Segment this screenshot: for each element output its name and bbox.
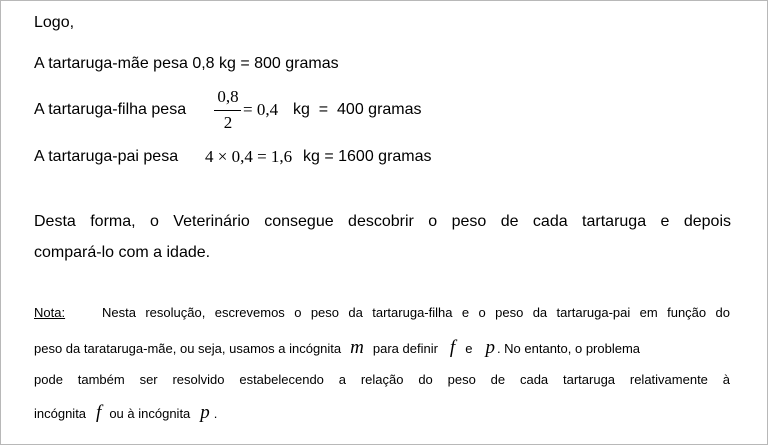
pai-equation: 4 × 0,4 = 1,6: [205, 147, 293, 166]
pai-weight-suffix: kg = 1600 gramas: [303, 148, 432, 165]
note-line-2-d: . No entanto, o problema: [496, 341, 641, 356]
note-line-3-text: pode também ser resolvido estabelecendo a relação do peso de cada tartaruga relativamente à: [34, 372, 730, 387]
filha-weight-suffix: kg = 400 gramas: [293, 101, 422, 118]
note-line-4-a: incógnita: [34, 406, 87, 421]
note-line-4-b: ou à incógnita: [109, 406, 191, 421]
note-line-2-b: para definir: [372, 341, 438, 356]
fraction-bar: [214, 110, 241, 111]
filha-equation-result: = 0,4: [243, 100, 279, 119]
note-label: Nota:: [34, 305, 66, 320]
variable-f-2: f: [96, 402, 102, 423]
note-line-2: [34, 339, 730, 358]
variable-p-2: p: [200, 402, 210, 423]
note-line-2-a: peso da tarataruga-mãe, ou seja, usamos a incógnita: [34, 341, 342, 356]
pai-weight-prefix: A tartaruga-pai pesa: [34, 148, 179, 165]
variable-f: f: [449, 337, 456, 358]
filha-fraction: [213, 88, 245, 134]
mae-weight-line: A tartaruga-mãe pesa 0,8 kg = 800 gramas: [34, 55, 339, 72]
note-line-4-c: .: [213, 406, 218, 421]
conclusion-line-2: compará-lo com a idade.: [34, 244, 211, 261]
conclusion-line-1-text: Desta forma, o Veterinário consegue descobrir o peso de cada tartaruga e depois: [34, 213, 731, 230]
note-line-1: [34, 304, 730, 322]
conclusion-line-1: [34, 212, 734, 232]
filha-weight-prefix: A tartaruga-filha pesa: [34, 101, 187, 118]
variable-m: m: [350, 337, 364, 358]
note-line-4: [34, 404, 730, 423]
note-line-2-c: e: [465, 341, 473, 356]
note-line-3: [34, 371, 730, 389]
fraction-denominator: 2: [223, 113, 233, 132]
note-line-1-text: Nesta resolução, escrevemos o peso da tartaruga-filha e o peso da tartaruga-pai em função do: [102, 305, 730, 320]
fraction-numerator: 0,8: [217, 87, 239, 106]
intro-text: Logo,: [34, 14, 75, 31]
variable-p: p: [485, 337, 495, 358]
